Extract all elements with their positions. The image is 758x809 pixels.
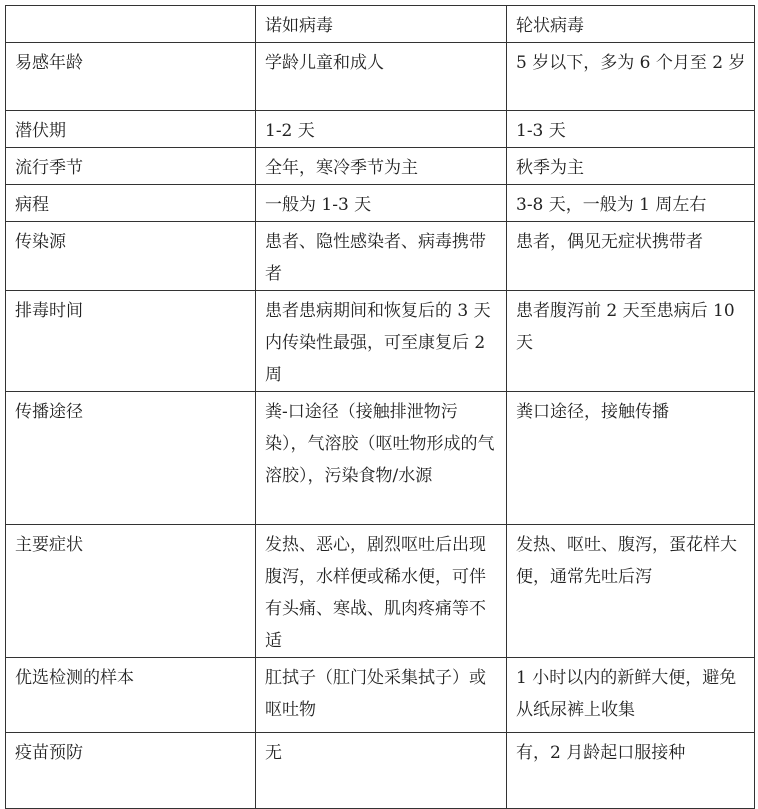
norovirus-cell: 发热、恶心，剧烈呕吐后出现腹泻，水样便或稀水便，可伴有头痛、寒战、肌肉疼痛等不适 [256, 525, 507, 658]
row-label: 传播途径 [6, 392, 256, 525]
norovirus-cell: 肛拭子（肛门处采集拭子）或呕吐物 [256, 658, 507, 733]
norovirus-cell: 一般为 1-3 天 [256, 185, 507, 222]
header-cell-blank [6, 6, 256, 43]
rotavirus-cell: 发热、呕吐、腹泻，蛋花样大便，通常先吐后泻 [507, 525, 755, 658]
comparison-table [5, 5, 755, 809]
norovirus-cell: 粪-口途径（接触排泄物污染），气溶胶（呕吐物形成的气溶胶），污染食物/水源 [256, 392, 507, 525]
row-label: 流行季节 [6, 148, 256, 185]
norovirus-cell: 1-2 天 [256, 111, 507, 148]
rotavirus-cell: 粪口途径，接触传播 [507, 392, 755, 525]
row-label: 主要症状 [6, 525, 256, 658]
rotavirus-cell: 秋季为主 [507, 148, 755, 185]
rotavirus-cell: 1 小时以内的新鲜大便，避免从纸尿裤上收集 [507, 658, 755, 733]
row-label: 排毒时间 [6, 291, 256, 392]
norovirus-cell: 学龄儿童和成人 [256, 43, 507, 111]
header-cell-norovirus: 诺如病毒 [256, 6, 507, 43]
header-row [6, 6, 755, 43]
norovirus-cell: 全年，寒冷季节为主 [256, 148, 507, 185]
table-row [6, 148, 755, 185]
row-label: 优选检测的样本 [6, 658, 256, 733]
row-label: 病程 [6, 185, 256, 222]
row-label: 传染源 [6, 222, 256, 291]
rotavirus-cell: 患者腹泻前 2 天至患病后 10 天 [507, 291, 755, 392]
table-row [6, 185, 755, 222]
table-row [6, 392, 755, 525]
row-label: 疫苗预防 [6, 733, 256, 809]
table-row [6, 222, 755, 291]
table-row [6, 43, 755, 111]
table-row [6, 658, 755, 733]
table-row [6, 525, 755, 658]
row-label: 易感年龄 [6, 43, 256, 111]
rotavirus-cell: 有，2 月龄起口服接种 [507, 733, 755, 809]
rotavirus-cell: 1-3 天 [507, 111, 755, 148]
norovirus-cell: 患者患病期间和恢复后的 3 天内传染性最强，可至康复后 2 周 [256, 291, 507, 392]
table-row [6, 291, 755, 392]
row-label: 潜伏期 [6, 111, 256, 148]
rotavirus-cell: 5 岁以下，多为 6 个月至 2 岁 [507, 43, 755, 111]
norovirus-cell: 患者、隐性感染者、病毒携带者 [256, 222, 507, 291]
rotavirus-cell: 3-8 天，一般为 1 周左右 [507, 185, 755, 222]
table-row [6, 733, 755, 809]
norovirus-cell: 无 [256, 733, 507, 809]
rotavirus-cell: 患者，偶见无症状携带者 [507, 222, 755, 291]
header-cell-rotavirus: 轮状病毒 [507, 6, 755, 43]
table-row [6, 111, 755, 148]
